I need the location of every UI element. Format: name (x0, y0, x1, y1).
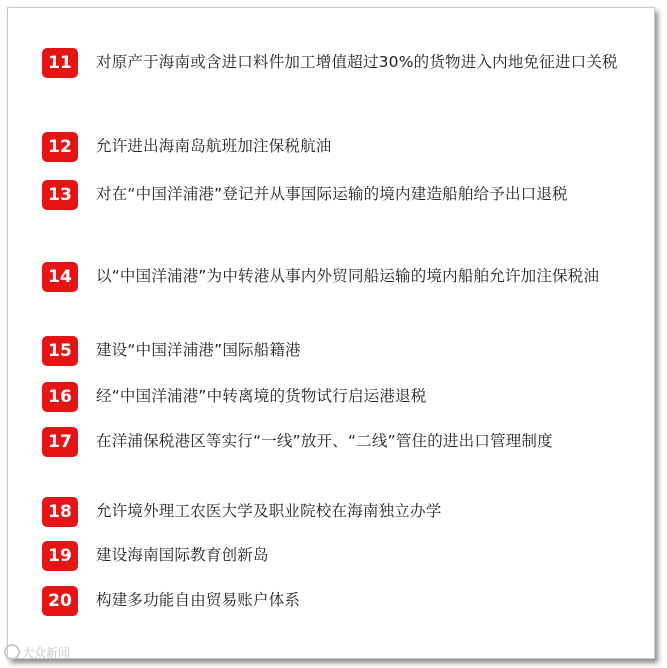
item-number-badge: 15 (42, 336, 78, 366)
item-text: 经“中国洋浦港”中转离境的货物试行启运港退税 (96, 387, 427, 405)
list-item (42, 132, 632, 161)
watermark-logo-icon (4, 644, 20, 660)
list-item (42, 336, 632, 365)
list-item (42, 48, 632, 77)
item-number-badge: 12 (42, 132, 78, 162)
item-text: 在洋浦保税港区等实行“一线”放开、“二线”管住的进出口管理制度 (96, 432, 553, 450)
item-text: 对在“中国洋浦港”登记并从事国际运输的境内建造船舶给予出口退税 (96, 185, 568, 203)
item-number-badge: 14 (42, 262, 78, 292)
policy-list-card (7, 7, 655, 659)
source-watermark (4, 644, 70, 661)
item-text: 允许进出海南岛航班加注保税航油 (96, 137, 332, 155)
list-item (42, 427, 632, 456)
watermark-text: 大众新闻 (22, 646, 71, 660)
item-number-badge: 16 (42, 382, 78, 412)
item-number-badge: 20 (42, 586, 78, 616)
item-text: 对原产于海南或含进口料件加工增值超过30%的货物进入内地免征进口关税 (96, 53, 618, 71)
item-number-badge: 17 (42, 427, 78, 457)
item-number-badge: 13 (42, 180, 78, 210)
list-item (42, 382, 632, 411)
item-number-badge: 18 (42, 497, 78, 527)
list-item (42, 180, 632, 209)
item-text: 建设“中国洋浦港”国际船籍港 (96, 341, 301, 359)
item-text: 构建多功能自由贸易账户体系 (96, 591, 301, 609)
list-item (42, 541, 632, 570)
item-number-badge: 19 (42, 541, 78, 571)
list-item (42, 262, 632, 291)
list-item (42, 497, 632, 526)
item-text: 以“中国洋浦港”为中转港从事内外贸同船运输的境内船舶允许加注保税油 (96, 267, 600, 285)
item-number-badge: 11 (42, 48, 78, 78)
item-text: 允许境外理工农医大学及职业院校在海南独立办学 (96, 502, 442, 520)
list-item (42, 586, 632, 615)
item-text: 建设海南国际教育创新岛 (96, 546, 269, 564)
